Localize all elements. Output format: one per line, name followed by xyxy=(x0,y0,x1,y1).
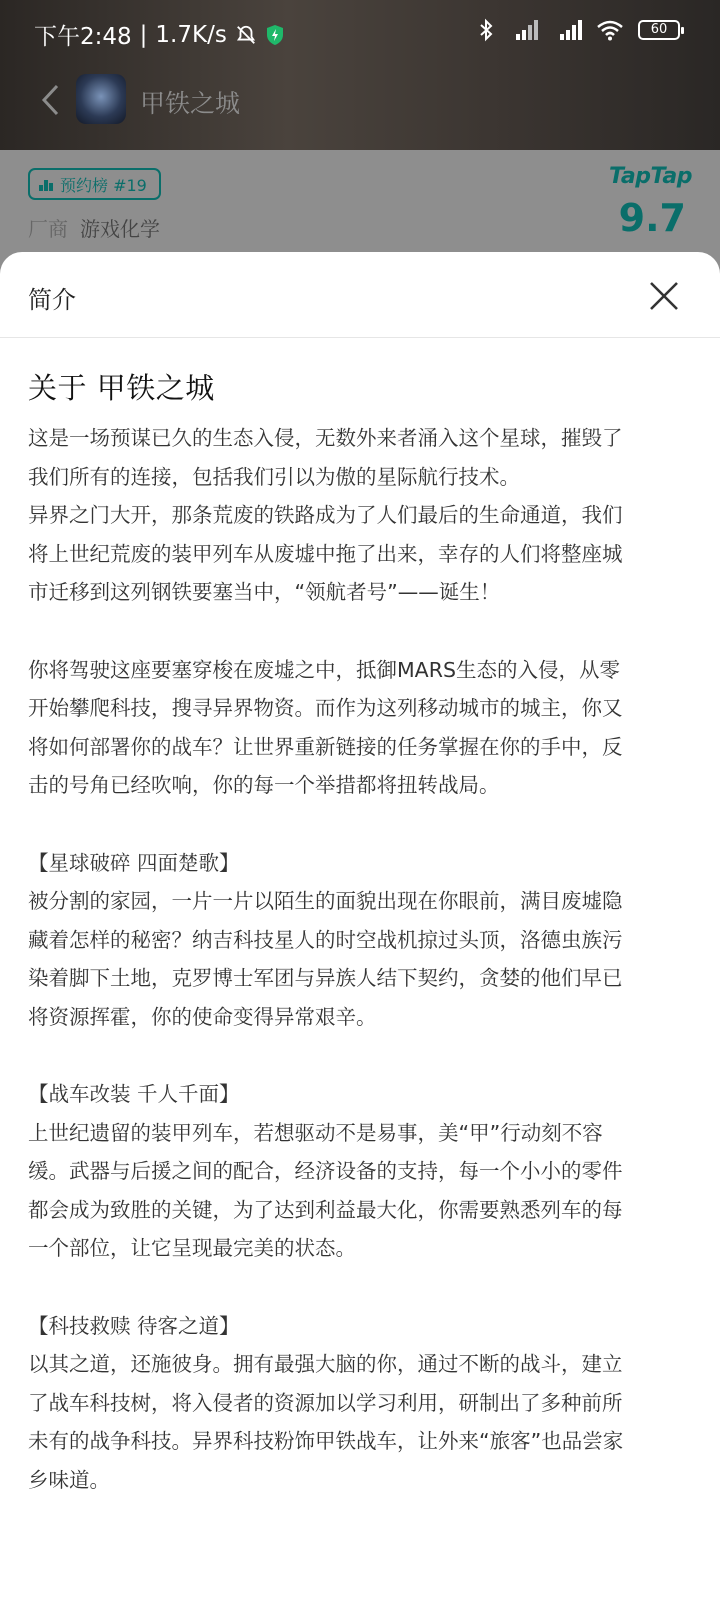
description-line xyxy=(28,1037,692,1076)
intro-sheet xyxy=(0,252,720,1600)
description-line: 染着脚下土地，克罗博士军团与异族人结下契约，贪婪的他们早已 xyxy=(28,966,623,991)
description-line: 将上世纪荒废的装甲列车从废墟中拖了出来，幸存的人们将整座城 xyxy=(28,541,623,566)
bell-off-icon xyxy=(235,24,257,46)
bluetooth-icon xyxy=(478,18,494,42)
description-text xyxy=(28,419,692,1500)
ranking-icon xyxy=(38,176,54,192)
sheet-header xyxy=(0,252,720,338)
sheet-title: 简介 xyxy=(28,286,76,314)
developer-label: 厂商 xyxy=(28,217,68,241)
sheet-body xyxy=(0,338,720,1500)
description-line: 上世纪遗留的装甲列车，若想驱动不是易事，美“甲”行动刻不容 xyxy=(28,1120,603,1145)
description-line: 【战车改装 千人千面】 xyxy=(28,1082,240,1107)
description-line: 藏着怎样的秘密？纳吉科技星人的时空战机掠过头顶，洛德虫族污 xyxy=(28,927,623,952)
signal-hd-icon-2 xyxy=(552,18,582,42)
status-bar xyxy=(0,0,720,64)
description-line: 缓。武器与后援之间的配合，经济设备的支持，每一个小小的零件 xyxy=(28,1159,623,1184)
description-line: 开始攀爬科技，搜寻异界物资。而作为这列移动城市的城主，你又 xyxy=(28,696,623,721)
description-line xyxy=(28,612,692,651)
description-line: 一个部位，让它呈现最完美的状态。 xyxy=(28,1236,356,1261)
status-separator: | xyxy=(139,21,148,48)
rank-badge[interactable] xyxy=(28,168,161,200)
network-speed: 1.7K/s xyxy=(155,21,227,48)
game-app-icon xyxy=(76,74,126,124)
developer-row xyxy=(28,213,160,242)
taptap-logo: TapTap xyxy=(609,164,692,189)
developer-name[interactable]: 游戏化学 xyxy=(80,217,160,241)
app-bar xyxy=(0,70,720,130)
description-line: 异界之门大开，那条荒废的铁路成为了人们最后的生命通道，我们 xyxy=(28,503,623,528)
status-time: 下午2:48 xyxy=(34,24,132,50)
description-line: 以其之道，还施彼身。拥有最强大脑的你，通过不断的战斗，建立 xyxy=(28,1352,623,1377)
description-line: 市迁移到这列钢铁要塞当中，“领航者号”——诞生！ xyxy=(28,580,501,605)
wifi-icon xyxy=(596,19,624,41)
description-line: 将资源挥霍，你的使命变得异常艰辛。 xyxy=(28,1004,377,1029)
description-line: 击的号角已经吹响，你的每一个举措都将扭转战局。 xyxy=(28,773,500,798)
description-line xyxy=(28,805,692,844)
back-arrow-icon[interactable] xyxy=(38,82,62,118)
description-line: 都会成为致胜的关键，为了达到利益最大化，你需要熟悉列车的每 xyxy=(28,1197,623,1222)
about-title: 关于 甲铁之城 xyxy=(28,371,215,405)
game-title: 甲铁之城 xyxy=(140,89,241,118)
description-line: 【星球破碎 四面楚歌】 xyxy=(28,850,240,875)
description-line: 了战车科技树，将入侵者的资源加以学习利用，研制出了多种前所 xyxy=(28,1390,623,1415)
description-line: 乡味道。 xyxy=(28,1468,110,1493)
rank-badge-label: 预约榜 #19 xyxy=(60,175,147,195)
description-line: 将如何部署你的战车？让世界重新链接的任务掌握在你的手中，反 xyxy=(28,734,623,759)
close-icon[interactable] xyxy=(644,276,684,316)
description-line: 未有的战争科技。异界科技粉饰甲铁战车，让外来“旅客”也品尝家 xyxy=(28,1429,624,1454)
battery-indicator: 60 xyxy=(638,20,680,40)
description-line xyxy=(28,1268,692,1307)
shield-icon xyxy=(265,24,285,46)
description-line: 【科技救赎 待客之道】 xyxy=(28,1313,240,1338)
signal-hd-icon xyxy=(508,18,538,42)
description-line: 你将驾驶这座要塞穿梭在废墟之中，抵御MARS生态的入侵，从零 xyxy=(28,657,620,682)
description-line: 我们所有的连接，包括我们引以为傲的星际航行技术。 xyxy=(28,464,520,489)
rating-score: 9.7 xyxy=(618,196,686,240)
description-line: 这是一场预谋已久的生态入侵，无数外来者涌入这个星球，摧毁了 xyxy=(28,426,623,450)
description-line: 被分割的家园，一片一片以陌生的面貌出现在你眼前，满目废墟隐 xyxy=(28,889,623,914)
